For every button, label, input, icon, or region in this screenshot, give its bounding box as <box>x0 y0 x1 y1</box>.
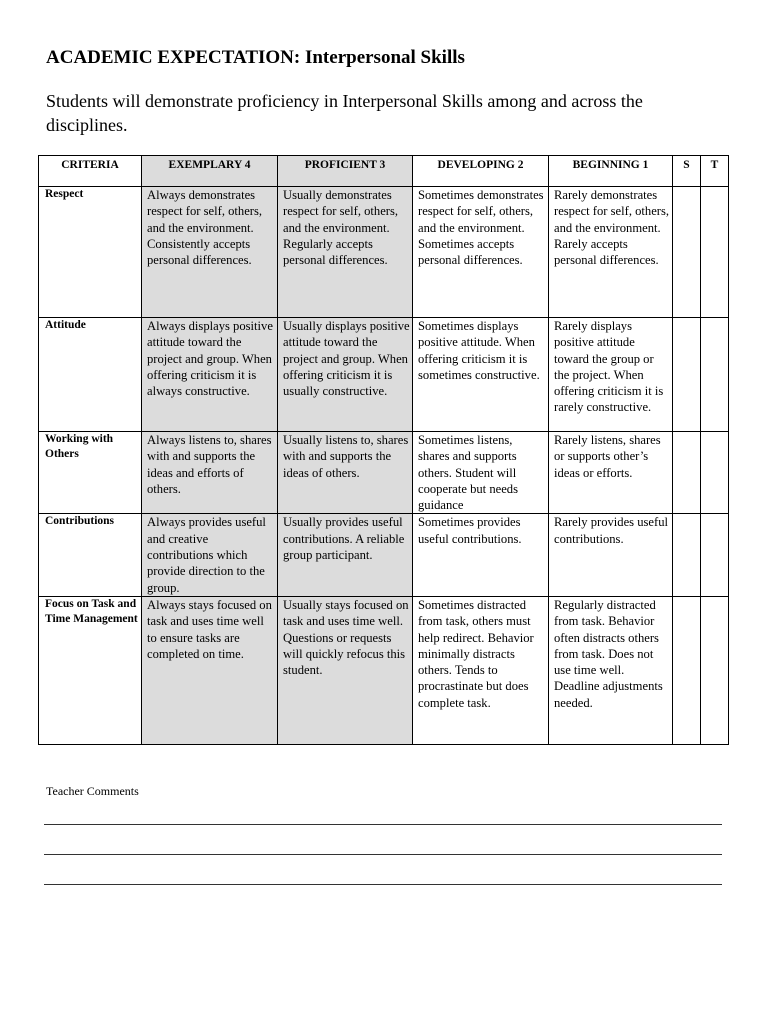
beginning-cell: Regularly distracted from task. Behavior often distracts others from task. Does not use time well. Deadline adjustments needed. <box>549 596 673 744</box>
teacher-comments-label: Teacher Comments <box>46 784 139 798</box>
t-score-cell[interactable] <box>701 596 729 744</box>
comment-line[interactable] <box>44 854 722 855</box>
beginning-cell: Rarely displays positive attitude toward the group or the project. When offering criticism it is rarely constructive. <box>549 318 673 432</box>
column-header-developing: DEVELOPING 2 <box>413 156 549 187</box>
developing-cell: Sometimes provides useful contributions. <box>413 514 549 596</box>
page-title: ACADEMIC EXPECTATION: Interpersonal Skills <box>46 47 465 68</box>
comment-line[interactable] <box>44 884 722 885</box>
column-header-criteria: CRITERIA <box>39 156 142 187</box>
criteria-cell: Attitude <box>39 318 142 432</box>
beginning-cell: Rarely provides useful contributions. <box>549 514 673 596</box>
proficient-cell: Usually demonstrates respect for self, others, and the environment. Regularly accepts personal differences. <box>278 187 413 318</box>
criteria-cell: Contributions <box>39 514 142 596</box>
criteria-cell: Focus on Task and Time Management <box>39 596 142 744</box>
t-score-cell[interactable] <box>701 432 729 514</box>
column-header-proficient: PROFICIENT 3 <box>278 156 413 187</box>
table-row <box>39 432 729 514</box>
column-header-beginning: BEGINNING 1 <box>549 156 673 187</box>
beginning-cell: Rarely demonstrates respect for self, others, and the environment. Rarely accepts personal differences. <box>549 187 673 318</box>
t-score-cell[interactable] <box>701 187 729 318</box>
intro-statement: Students will demonstrate proficiency in Interpersonal Skills among and across the disciplines. <box>46 91 643 135</box>
column-header-exemplary: EXEMPLARY 4 <box>142 156 278 187</box>
table-row <box>39 187 729 318</box>
criteria-cell: Working with Others <box>39 432 142 514</box>
exemplary-cell: Always stays focused on task and uses time well to ensure tasks are completed on time. <box>142 596 278 744</box>
table-row <box>39 514 729 596</box>
comment-line[interactable] <box>44 824 722 825</box>
column-header-t: T <box>701 156 729 187</box>
proficient-cell: Usually listens to, shares with and supports the ideas of others. <box>278 432 413 514</box>
exemplary-cell: Always listens to, shares with and supports the ideas and efforts of others. <box>142 432 278 514</box>
exemplary-cell: Always displays positive attitude toward the project and group. When offering criticism it is always constructive. <box>142 318 278 432</box>
s-score-cell[interactable] <box>673 514 701 596</box>
proficient-cell: Usually provides useful contributions. A reliable group participant. <box>278 514 413 596</box>
rubric-table <box>38 155 729 745</box>
criteria-cell: Respect <box>39 187 142 318</box>
developing-cell: Sometimes listens, shares and supports others. Student will cooperate but needs guidance <box>413 432 549 514</box>
s-score-cell[interactable] <box>673 318 701 432</box>
developing-cell: Sometimes distracted from task, others must help redirect. Behavior minimally distracts others. Tends to procrastinate but does complete task. <box>413 596 549 744</box>
header-row <box>39 156 729 187</box>
s-score-cell[interactable] <box>673 596 701 744</box>
t-score-cell[interactable] <box>701 514 729 596</box>
exemplary-cell: Always provides useful and creative contributions which provide direction to the group. <box>142 514 278 596</box>
t-score-cell[interactable] <box>701 318 729 432</box>
proficient-cell: Usually stays focused on task and uses time well. Questions or requests will quickly refocus this student. <box>278 596 413 744</box>
table-row <box>39 596 729 744</box>
proficient-cell: Usually displays positive attitude toward the project and group. When offering criticism it is usually constructive. <box>278 318 413 432</box>
exemplary-cell: Always demonstrates respect for self, others, and the environment. Consistently accepts personal differences. <box>142 187 278 318</box>
column-header-s: S <box>673 156 701 187</box>
developing-cell: Sometimes displays positive attitude. When offering criticism it is sometimes constructive. <box>413 318 549 432</box>
s-score-cell[interactable] <box>673 432 701 514</box>
table-row <box>39 318 729 432</box>
developing-cell: Sometimes demonstrates respect for self, others, and the environment. Sometimes accepts personal differences. <box>413 187 549 318</box>
beginning-cell: Rarely listens, shares or supports other’s ideas or efforts. <box>549 432 673 514</box>
s-score-cell[interactable] <box>673 187 701 318</box>
